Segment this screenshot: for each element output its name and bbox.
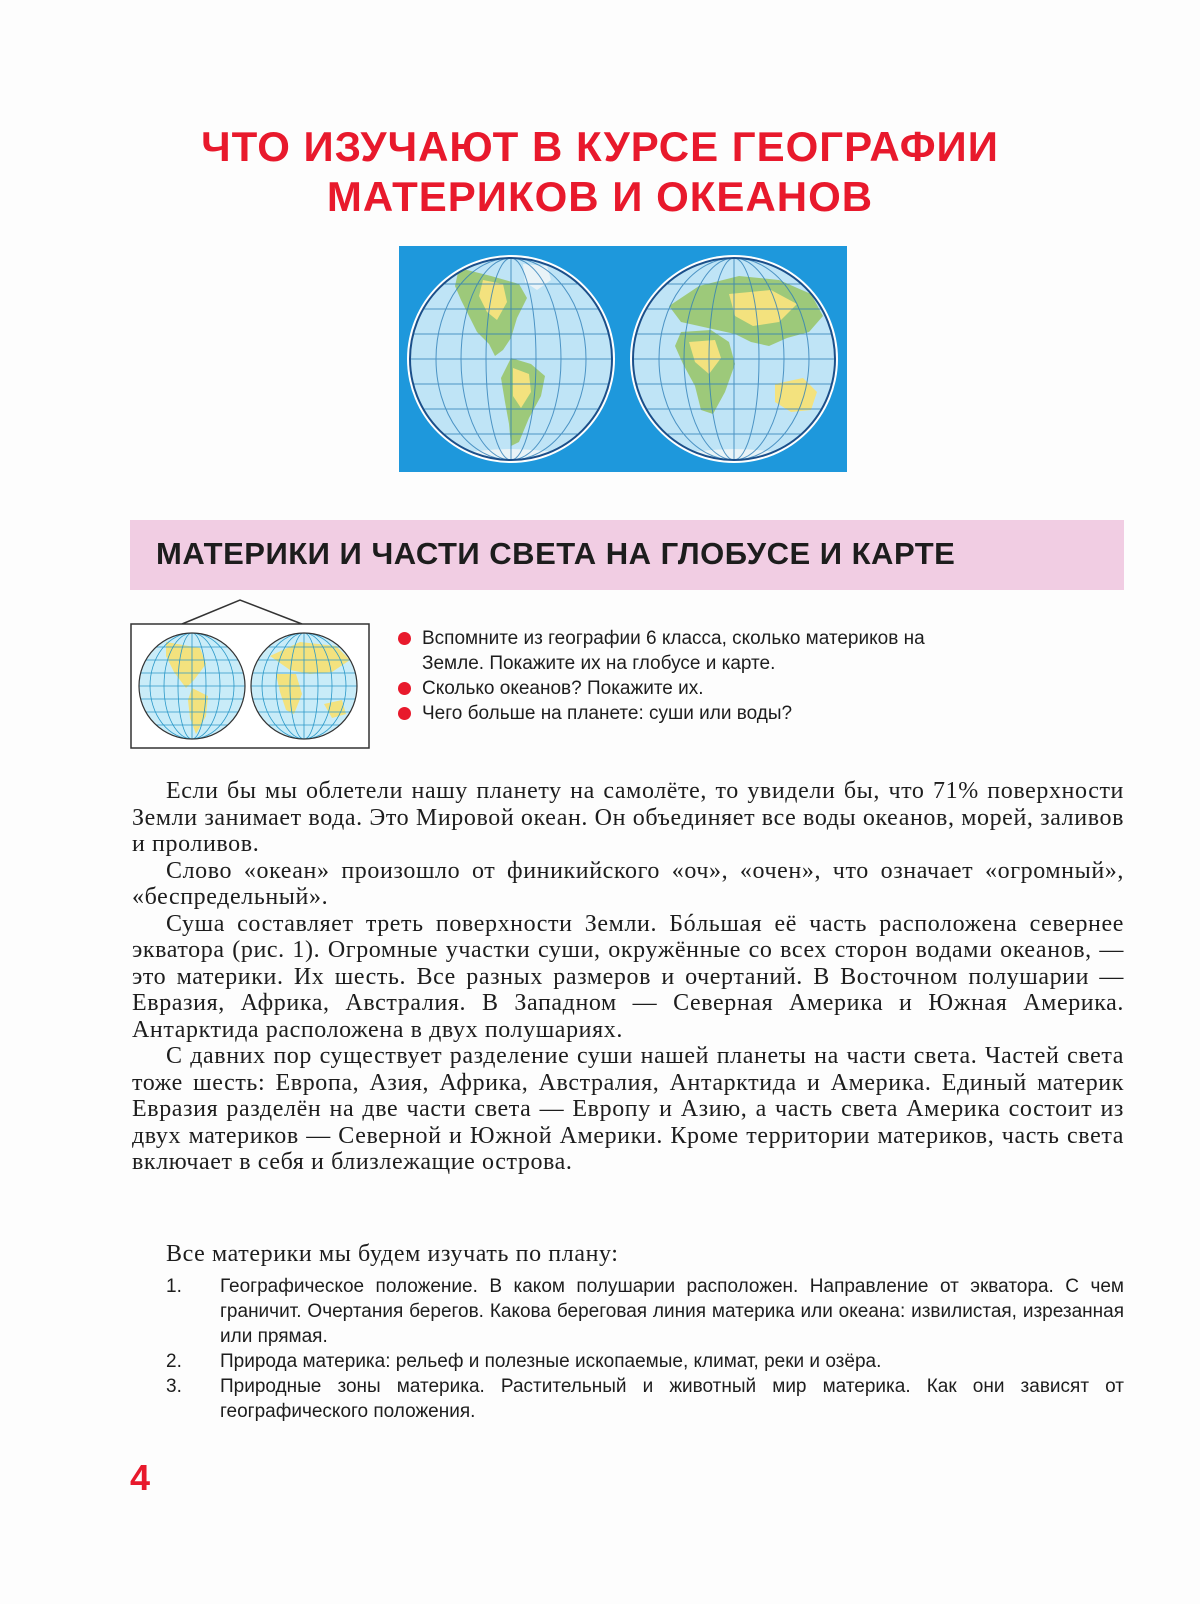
- review-questions: [396, 626, 926, 726]
- body-text: [132, 778, 1124, 1176]
- red-bullet-icon: [398, 707, 411, 720]
- plan-intro: Все материки мы будем изучать по плану:: [166, 1241, 619, 1267]
- question-text: Сколько океанов? Покажите их.: [422, 678, 704, 699]
- red-bullet-icon: [398, 682, 411, 695]
- plan-item-number: 2.: [166, 1351, 182, 1372]
- plan-item-text: Географическое положение. В каком полушарии расположен. Направление от экватора. С чем граничит. Очертания берегов. Какова береговая линия материка или океана: извилистая, изрезанная или прямая.: [220, 1276, 1124, 1347]
- page-title-line-1: ЧТО ИЗУЧАЮТ В КУРСЕ ГЕОГРАФИИ: [201, 123, 999, 170]
- section-banner: [130, 520, 1124, 590]
- section-title: МАТЕРИКИ И ЧАСТИ СВЕТА НА ГЛОБУСЕ И КАРТЕ: [156, 536, 956, 571]
- hemispheres-map-illustration: [399, 246, 847, 472]
- question-item: [396, 626, 926, 676]
- plan-item: [166, 1349, 1124, 1374]
- question-item: [396, 701, 926, 726]
- paragraph: Суша составляет треть поверхности Земли. Бóльшая её часть расположена севернее экватора (рис. 1). Огромные участки суши, окружённые со всех сторон водами океанов, — это материки. Их шесть. Все разных размеров и очертаний. В Восточном полушарии — Евразия, Африка, Австралия. В Западном — Северная Америка и Южная Америка. Антарктида расположена в двух полушариях.: [132, 910, 1124, 1043]
- paragraph: Слово «океан» произошло от финикийского «оч», «очен», что означает «огромный», «беспредельный».: [132, 857, 1124, 910]
- page-title-line-2: МАТЕРИКОВ И ОКЕАНОВ: [326, 173, 874, 220]
- red-bullet-icon: [398, 632, 411, 645]
- question-text: Чего больше на планете: суши или воды?: [422, 703, 793, 724]
- page-title: [120, 122, 1080, 222]
- plan-item-text: Природа материка: рельеф и полезные ископаемые, климат, реки и озёра.: [220, 1351, 882, 1372]
- paragraph: Если бы мы облетели нашу планету на самолёте, то увидели бы, что 71% поверхности Земли занимает вода. Это Мировой океан. Он объединяет все воды океанов, морей, заливов и проливов.: [132, 778, 1124, 857]
- plan-item: [166, 1274, 1124, 1349]
- hanging-map-icon: [130, 598, 370, 750]
- plan-item-number: 3.: [166, 1376, 182, 1397]
- paragraph: С давних пор существует разделение суши нашей планеты на части света. Частей света тоже шесть: Европа, Азия, Африка, Австралия, Антарктида и Америка. Единый материк Евразия разделён на две части света — Европу и Азию, а часть света Америка состоит из двух материков — Северной и Южной Америки. Кроме территории материков, часть света включает в себя и близлежащие острова.: [132, 1043, 1124, 1175]
- page-number: 4: [130, 1457, 151, 1498]
- question-item: [396, 676, 926, 701]
- plan-item-text: Природные зоны материка. Растительный и животный мир материка. Как они зависят от географического положения.: [220, 1376, 1124, 1422]
- plan-item-number: 1.: [166, 1276, 182, 1297]
- study-plan-list: [166, 1274, 1124, 1424]
- question-text: Вспомните из географии 6 класса, сколько материков на Земле. Покажите их на глобусе и карте.: [422, 628, 925, 674]
- plan-item: [166, 1374, 1124, 1424]
